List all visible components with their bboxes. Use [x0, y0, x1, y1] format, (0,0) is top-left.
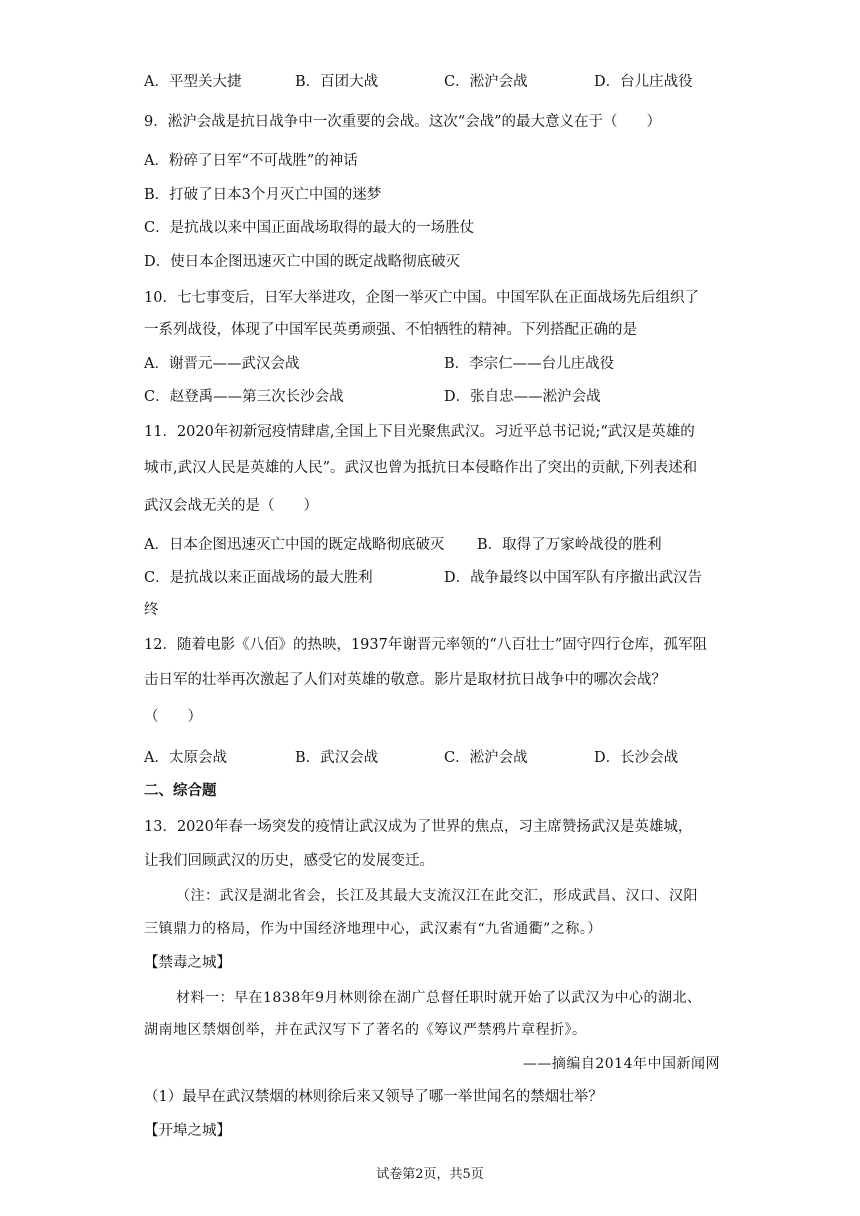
q8-option-b: B．百团大战 [295, 74, 379, 90]
q8-option-a: A．平型关大捷 [144, 74, 242, 90]
section-title: 二、综合题 [144, 782, 217, 799]
q13-note-line1: （注：武汉是湖北省会，长江及其最大支流汉江在此交汇，形成武昌、汉口、汉阳 [176, 888, 698, 904]
q9-option-c: C．是抗战以来中国正面战场取得的最大的一场胜仗 [144, 220, 475, 236]
q13-stem-line2: 让我们回顾武汉的历史，感受它的发展变迁。 [144, 853, 434, 869]
q12-option-c: C．淞沪会战 [444, 750, 528, 766]
q12-stem-line3: （ ） [144, 709, 202, 725]
q11-stem-line1: 11．2020年初新冠疫情肆虐,全国上下目光聚焦武汉。习近平总书记说;“武汉是英雄的 [144, 424, 695, 440]
q12-stem-line1: 12．随着电影《八佰》的热映，1937年谢晋元率领的“八百壮士”固守四行仓库，孤军阻 [144, 637, 708, 653]
q9-option-a: A．粉碎了日军“不可战胜”的神话 [144, 153, 358, 169]
q9-stem: 9．淞沪会战是抗日战争中一次重要的会战。这次“会战”的最大意义在于（ ） [144, 114, 662, 130]
q11-option-b: B．取得了万家岭战役的胜利 [477, 537, 662, 553]
q10-stem-line1: 10．七七事变后，日军大举进攻，企图一举灭亡中国。中国军队在正面战场先后组织了 [144, 290, 699, 306]
q13-note-line2: 三镇鼎力的格局，作为中国经济地理中心，武汉素有“九省通衢”之称。） [144, 921, 602, 937]
q12-stem-line2: 击日军的壮举再次激起了人们对英雄的敬意。影片是取材抗日战争中的哪次会战？ [144, 672, 666, 688]
q11-stem-line3: 武汉会战无关的是（ ） [144, 498, 318, 514]
q13-stem-line1: 13．2020年春一场突发的疫情让武汉成为了世界的焦点，习主席赞扬武汉是英雄城， [144, 819, 693, 835]
q8-option-c: C．淞沪会战 [444, 74, 528, 90]
q13-material1-line2: 湖南地区禁烟创举，并在武汉写下了著名的《筹议严禁鸦片章程折》。 [144, 1022, 587, 1038]
q10-stem-line2: 一系列战役，体现了中国军民英勇顽强、不怕牺牲的精神。下列搭配正确的是 [144, 322, 637, 338]
q9-option-d: D．使日本企图迅速灭亡中国的既定战略彻底破灭 [144, 254, 461, 270]
q10-option-b: B．李宗仁——台儿庄战役 [444, 356, 615, 372]
q13-heading-open-port: 【开埠之城】 [144, 1123, 231, 1139]
q13-heading-anti-drug: 【禁毒之城】 [144, 955, 231, 971]
q11-option-d: D．战争最终以中国军队有序撤出武汉告 [444, 570, 703, 586]
q13-subquestion-1: （1）最早在武汉禁烟的林则徐后来又领导了哪一举世闻名的禁烟壮举？ [144, 1089, 603, 1105]
q13-material1-line1: 材料一：早在1838年9月林则徐在湖广总督任职时就开始了以武汉为中心的湖北、 [176, 990, 702, 1006]
q12-option-d: D．长沙会战 [594, 750, 679, 766]
q11-option-d-continued: 终 [144, 602, 159, 618]
q10-option-d: D．张自忠——淞沪会战 [444, 389, 601, 405]
q9-option-b: B．打破了日本3个月灭亡中国的迷梦 [144, 187, 382, 203]
q12-option-b: B．武汉会战 [295, 750, 379, 766]
q8-option-d: D．台儿庄战役 [594, 74, 693, 90]
q10-option-a: A．谢晋元——武汉会战 [144, 356, 300, 372]
q12-option-a: A．太原会战 [144, 750, 227, 766]
q11-option-a: A．日本企图迅速灭亡中国的既定战略彻底破灭 [144, 537, 445, 553]
q10-option-c: C．赵登禹——第三次长沙会战 [144, 389, 344, 405]
q11-stem-line2: 城市,武汉人民是英雄的人民”。武汉也曾为抵抗日本侵略作出了突出的贡献,下列表述和 [144, 460, 698, 476]
q11-option-c: C．是抗战以来正面战场的最大胜利 [144, 570, 373, 586]
q13-material1-source: ——摘编自2014年中国新闻网 [522, 1056, 720, 1072]
page-footer: 试卷第2页，共5页 [376, 1167, 484, 1182]
